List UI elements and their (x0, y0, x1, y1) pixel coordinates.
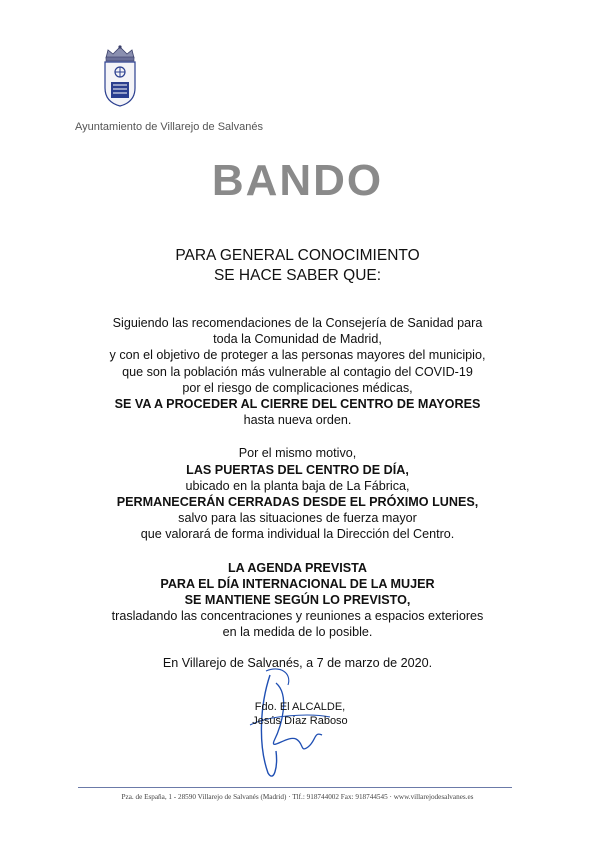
body-line-emphasis: SE VA A PROCEDER AL CIERRE DEL CENTRO DE MAYORES (114, 397, 481, 412)
council-name: Ayuntamiento de Villarejo de Salvanés (75, 121, 263, 133)
body-line: en la medida de lo posible. (222, 625, 373, 640)
body-line: que son la población más vulnerable al contagio del COVID-19 (122, 364, 473, 379)
body-line: hasta nueva orden. (243, 413, 352, 428)
body-line-emphasis: LA AGENDA PREVISTA (227, 560, 367, 575)
body-line: por el riesgo de complicaciones médicas, (182, 380, 413, 395)
body-line: y con el objetivo de proteger a las personas mayores del municipio, (109, 348, 486, 363)
body-line-emphasis: PARA EL DÍA INTERNACIONAL DE LA MUJER (160, 576, 435, 591)
body-line: Siguiendo las recomendaciones de la Consejería de Sanidad para (112, 316, 483, 330)
body-line: toda la Comunidad de Madrid, (213, 332, 382, 347)
date-line: En Villarejo de Salvanés, a 7 de marzo de 2020. (162, 656, 433, 670)
body-line: Por el mismo motivo, (238, 446, 357, 461)
body-line: ubicado en la planta baja de La Fábrica, (185, 478, 410, 493)
footer-divider (78, 787, 512, 788)
coat-of-arms-icon (100, 44, 140, 108)
body-line: trasladando las concentraciones y reuniones a espacios exteriores (111, 609, 484, 624)
document-title: BANDO (211, 156, 384, 205)
body-line-emphasis: PERMANECERÁN CERRADAS DESDE EL PRÓXIMO LUNES, (116, 495, 479, 510)
heading-line: SE HACE SABER QUE: (213, 267, 382, 284)
announcement-heading (0, 246, 595, 286)
body-line-emphasis: LAS PUERTAS DEL CENTRO DE DÍA, (186, 462, 409, 477)
footer-contact: Pza. de España, 1 - 28590 Villarejo de Salvanés (Madrid) · Tlf.: 918744002 Fax: 918744545 · www.villarejodesalvanes.es (121, 793, 474, 801)
body-line: que valorará de forma individual la Dirección del Centro. (140, 527, 455, 542)
signature-block (200, 700, 400, 728)
heading-line: PARA GENERAL CONOCIMIENTO (175, 247, 420, 264)
body-line-emphasis: SE MANTIENE SEGÚN LO PREVISTO, (184, 593, 411, 608)
signature-title: Fdo. El ALCALDE, (254, 701, 346, 713)
signatory-name: Jesús Díaz Raboso (252, 715, 348, 727)
body-line: salvo para las situaciones de fuerza mayor (178, 511, 417, 526)
announcement-body (60, 315, 535, 641)
